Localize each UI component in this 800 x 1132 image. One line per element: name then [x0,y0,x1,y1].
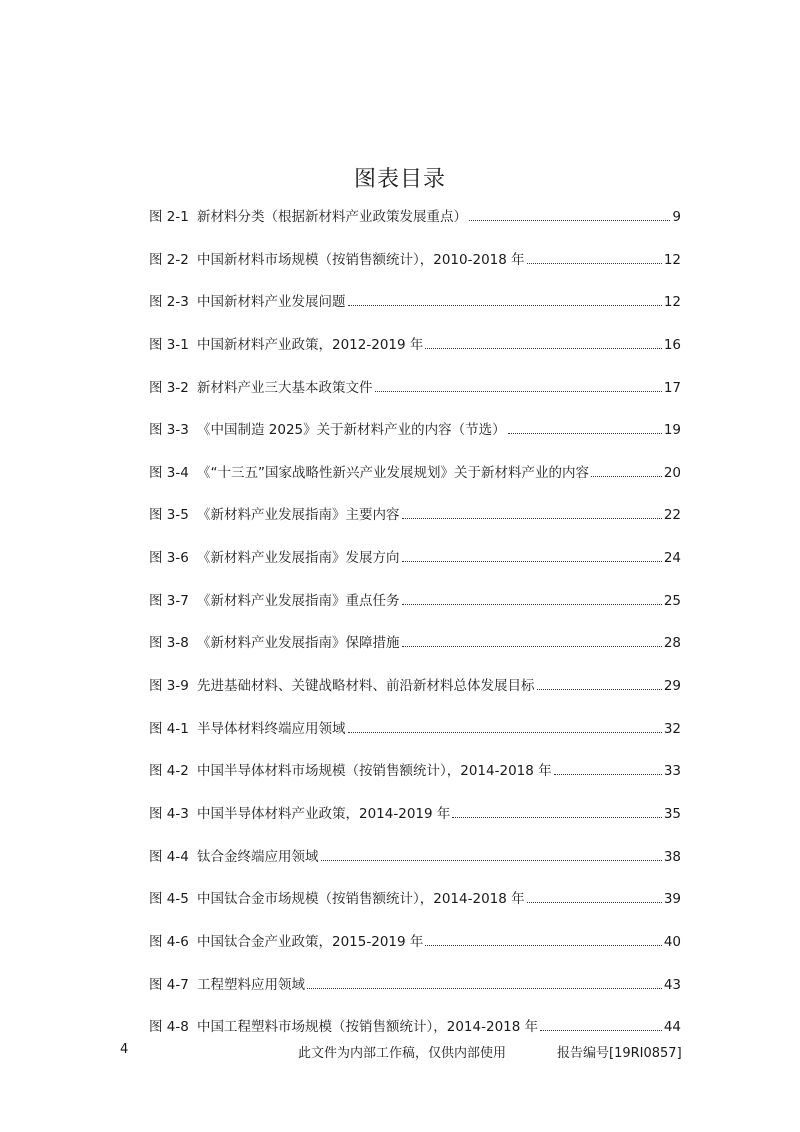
toc-entry-page: 35 [663,805,681,822]
toc-entry-text: 钛合金终端应用领域 [197,848,319,865]
toc-leader-dots [425,931,661,946]
toc-entry-label [149,975,305,995]
toc-entry-number: 图 2-2 [149,251,189,268]
toc-entry-number: 图 4-8 [149,1019,189,1036]
toc-entry-text: 先进基础材料、关键战略材料、前沿新材料总体发展目标 [197,678,535,695]
toc-entry-number: 图 3-3 [149,422,189,439]
toc-entry-text: 中国钛合金市场规模（按销售额统计），2014-2018 年 [197,891,525,908]
toc-entry-label [149,761,552,781]
toc-entry-text: 中国半导体材料产业政策，2014-2019 年 [197,805,451,822]
toc-entry[interactable] [149,888,681,931]
toc-entry-number: 图 4-6 [149,933,189,950]
toc-leader-dots [452,803,661,818]
toc-entry-page: 29 [663,678,681,695]
toc-leader-dots [591,462,662,477]
toc-entry-label [149,676,535,696]
toc-entry-text: 半导体材料终端应用领域 [197,720,346,737]
toc-entry[interactable] [149,846,681,889]
toc-entry[interactable] [149,334,681,377]
toc-entry-text: 《“十三五”国家战略性新兴产业发展规划》关于新材料产业的内容 [197,464,589,481]
toc-entry-number: 图 2-3 [149,294,189,311]
toc-entry-text: 《新材料产业发展指南》保障措施 [197,635,400,652]
toc-entry-page: 16 [663,336,681,353]
toc-leader-dots [402,590,662,605]
page-title: 图表目录 [353,167,446,192]
toc-entry-page: 40 [663,933,681,950]
toc-entry-text: 中国新材料市场规模（按销售额统计），2010-2018 年 [197,251,525,268]
toc-entry[interactable] [149,462,681,505]
toc-entry-text: 《新材料产业发展指南》重点任务 [197,592,400,609]
toc-entry-text: 中国新材料产业发展问题 [197,294,346,311]
toc-leader-dots [469,206,670,221]
toc-entry-label [149,591,400,611]
footer-page-number: 4 [120,1042,129,1057]
toc-leader-dots [540,1016,662,1031]
toc-entry-label [149,505,400,525]
toc-leader-dots [508,419,662,434]
toc-entry-label [149,207,467,227]
toc-leader-dots [527,888,662,903]
toc-entry-text: 中国钛合金产业政策，2015-2019 年 [197,933,424,950]
toc-entry-text: 中国半导体材料市场规模（按销售额统计），2014-2018 年 [197,763,552,780]
toc-entry-page: 17 [663,379,681,396]
toc-entry-number: 图 4-5 [149,891,189,908]
footer-confidential-note: 此文件为内部工作稿，仅供内部使用 [298,1046,507,1061]
toc-entry-number: 图 3-5 [149,507,189,524]
toc-entry-label [149,420,506,440]
toc-entry-text: 新材料分类（根据新材料产业政策发展重点） [197,209,467,225]
toc-entry-text: 《新材料产业发展指南》发展方向 [197,550,400,567]
toc-entry-number: 图 4-1 [149,720,189,737]
toc-entry-number: 图 3-2 [149,379,189,396]
toc-entry[interactable] [149,547,681,590]
toc-entry-number: 图 3-6 [149,550,189,567]
toc-entry-page: 39 [663,891,681,908]
toc-entry-page: 32 [663,720,681,737]
toc-entry[interactable] [149,803,681,846]
toc-entry[interactable] [149,632,681,675]
toc-entry-text: 《中国制造 2025》关于新材料产业的内容（节选） [197,422,506,439]
toc-entry-label [149,378,373,398]
toc-entry-number: 图 4-7 [149,976,189,993]
toc-entry[interactable] [149,590,681,633]
toc-leader-dots [348,291,662,306]
toc-entry-label [149,719,346,739]
toc-entry-page: 28 [663,635,681,652]
toc-entry-label [149,847,319,867]
toc-entry-page: 19 [663,422,681,439]
toc-entry-label [149,292,346,312]
toc-entry-number: 图 3-9 [149,678,189,695]
toc-entry[interactable] [149,718,681,761]
toc-entry-number: 图 4-3 [149,805,189,822]
toc-leader-dots [402,504,662,519]
toc-entry-number: 图 2-1 [149,209,189,225]
toc-entry-label [149,250,525,270]
toc-entry-text: 《新材料产业发展指南》主要内容 [197,507,400,524]
toc-leader-dots [425,334,661,349]
toc-entry[interactable] [149,291,681,334]
toc-entry-page: 9 [672,209,681,225]
footer-report-code: 报告编号[19RI0857] [557,1046,682,1061]
toc-entry[interactable] [149,760,681,803]
toc-leader-dots [537,675,662,690]
toc-leader-dots [527,249,662,264]
toc-entry-text: 工程塑料应用领域 [197,976,305,993]
toc-entry[interactable] [149,206,681,249]
toc-entry[interactable] [149,419,681,462]
toc-entry-label [149,804,450,824]
toc-entry-label [149,932,423,952]
toc-entry-label [149,633,400,653]
toc-entry-page: 24 [663,550,681,567]
toc-entry-page: 22 [663,507,681,524]
toc-entry-label [149,335,423,355]
toc-leader-dots [348,718,662,733]
toc-entry-text: 中国新材料产业政策，2012-2019 年 [197,336,424,353]
toc-leader-dots [402,632,662,647]
toc-leader-dots [402,547,662,562]
table-of-figures [149,206,681,1059]
toc-entry-text: 中国工程塑料市场规模（按销售额统计），2014-2018 年 [197,1019,539,1036]
toc-entry-page: 44 [663,1019,681,1036]
toc-entry[interactable] [149,931,681,974]
toc-leader-dots [321,846,662,861]
toc-entry-page: 43 [663,976,681,993]
toc-entry[interactable] [149,249,681,292]
toc-entry-page: 38 [663,848,681,865]
toc-entry[interactable] [149,974,681,1017]
toc-entry-page: 25 [663,592,681,609]
toc-entry-label [149,463,589,483]
toc-leader-dots [307,974,662,989]
toc-entry-page: 20 [663,464,681,481]
toc-entry[interactable] [149,504,681,547]
toc-entry-number: 图 4-4 [149,848,189,865]
toc-entry-number: 图 3-4 [149,464,189,481]
toc-leader-dots [554,760,662,775]
toc-entry-number: 图 4-2 [149,763,189,780]
toc-entry-number: 图 3-1 [149,336,189,353]
toc-entry-label [149,889,525,909]
toc-entry-number: 图 3-8 [149,635,189,652]
toc-entry-page: 12 [663,251,681,268]
toc-entry-page: 33 [663,763,681,780]
toc-entry-label [149,1017,538,1037]
toc-entry[interactable] [149,675,681,718]
toc-entry[interactable] [149,377,681,420]
toc-entry-page: 12 [663,294,681,311]
toc-entry-label [149,548,400,568]
toc-entry-text: 新材料产业三大基本政策文件 [197,379,373,396]
toc-leader-dots [375,377,662,392]
toc-entry-number: 图 3-7 [149,592,189,609]
